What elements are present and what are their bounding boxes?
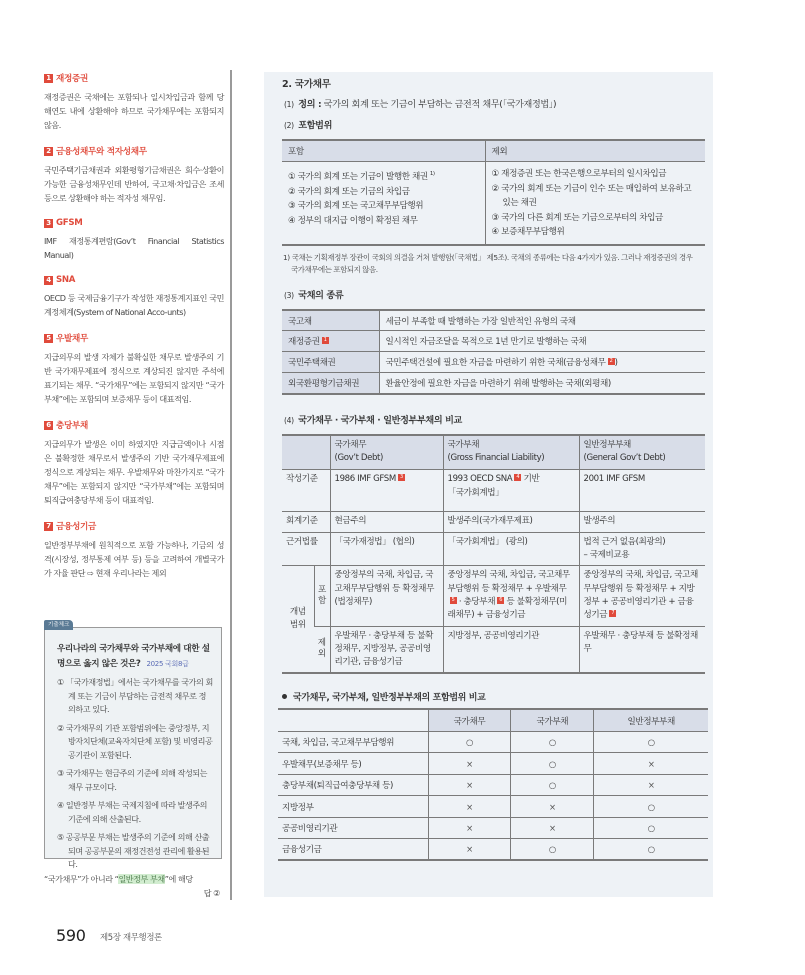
- note-title: [44, 332, 224, 344]
- note-title-text: 충당부채: [56, 421, 89, 431]
- table-cell: 발생주의(국가재무제표): [443, 512, 579, 532]
- bond-name-text: 외국환평형기금채권: [288, 379, 360, 390]
- row-label: 지방정부: [278, 796, 428, 818]
- quiz-option-2: ② 국가채무의 기관 포함범위에는 중앙정부, 지방자치단체(교육자치단체 포함) 및 비영리공공기관이 포함된다.: [57, 722, 213, 760]
- note-body: IMF 재정통계편람(Gov’t Financial Statistics Manual): [44, 236, 224, 260]
- bond-types-table: [282, 309, 705, 395]
- note-title-text: 재정증권: [56, 74, 89, 84]
- bond-name-text: 국민주택채권: [288, 358, 336, 369]
- cell-text: 법적 근거 없음(최광의): [583, 536, 666, 547]
- cell-text: 1993 OECD SNA: [447, 474, 513, 485]
- subsection-number: (1): [284, 100, 294, 109]
- note-body: OECD 등 국제금융기구가 작성한 재정통계지표인 국민계정체계(System of National Acco-unts): [44, 293, 224, 317]
- inclusion-mark: ○: [511, 731, 594, 753]
- bond-name-text: 재정증권: [288, 337, 320, 348]
- note-7: [44, 520, 224, 580]
- scope-exclude-item: ② 국가의 회계 또는 기금이 인수 또는 매입하여 보유하고 있는 채권: [491, 183, 692, 209]
- scope-exclude-cell: [485, 162, 705, 245]
- row-label: 공공비영리기관: [278, 817, 428, 839]
- scope-header-include: 포함: [282, 140, 485, 162]
- cell-text: 중앙정부의 국채, 차입금, 국고채무부담행위 등 확정채무 + 우발채무: [447, 570, 570, 594]
- table-row: [278, 839, 708, 861]
- cell-text: – 국제비교용: [583, 550, 630, 561]
- note-2: [44, 145, 224, 205]
- subsection-label: 국채의 종류: [298, 290, 344, 301]
- reference-badge: 4: [514, 474, 521, 481]
- scope-exclude-item: ④ 보증채무부담행위: [491, 227, 565, 238]
- quiz-question-text: 우리나라의 국가채무와 국가부채에 대한 설명으로 옳지 않은 것은?: [57, 644, 210, 669]
- column-header-ko: 국가채무: [334, 439, 367, 450]
- column-header-ko: 일반정부부채: [583, 439, 631, 450]
- table-row: [278, 796, 708, 818]
- inclusion-mark: ×: [511, 817, 594, 839]
- reference-badge: 6: [497, 597, 504, 604]
- quiz-box: [44, 622, 222, 869]
- bond-name: [282, 373, 379, 394]
- reference-badge: 3: [398, 474, 405, 481]
- inclusion-mark: ×: [428, 796, 511, 818]
- table-row: [282, 352, 705, 373]
- table-row: [278, 731, 708, 753]
- reference-badge: 7: [609, 610, 616, 617]
- scope-exclude-item: ③ 국가의 다른 회계 또는 기금으로부터의 차입금: [491, 212, 663, 223]
- cell-text: 등 불확정채무(미래채무) + 금융성기금: [447, 596, 568, 621]
- section-title: 2. 국가채무: [282, 79, 331, 90]
- bond-desc: [379, 352, 705, 373]
- note-title: [44, 145, 224, 157]
- row-header-scope: [282, 566, 314, 674]
- reference-badge: 5: [450, 597, 457, 604]
- table-row: [278, 774, 708, 796]
- reference-badge: 2: [608, 358, 615, 365]
- page-number: 590: [56, 926, 86, 945]
- scope-exclude-item: ① 재정증권 또는 한국은행으로부터의 일시차입금: [491, 169, 667, 179]
- subsection-number: (4): [284, 415, 294, 425]
- table-cell: 지방정부, 공공비영리기관: [443, 626, 579, 673]
- sub-header-exclude: [314, 626, 330, 673]
- column-header: 국가채무: [428, 709, 511, 731]
- scope-include-item: ④ 정부의 대지급 이행이 확정된 채무: [288, 215, 418, 226]
- sidebar-notes: [44, 72, 224, 593]
- table-row: [282, 566, 705, 626]
- inclusion-mark: ×: [428, 753, 511, 775]
- inclusion-mark: ○: [594, 817, 708, 839]
- explanation-text: ”에 해당: [164, 874, 193, 884]
- bullet-icon: [282, 694, 287, 699]
- subsection-heading: [282, 413, 699, 426]
- note-title-text: 금융성채무와 적자성채무: [56, 147, 147, 157]
- bond-name: [282, 331, 379, 352]
- table-cell: 우발채무 · 충당부채 등 불확정채무, 지방정부, 공공비영리기관, 금융성기금: [330, 626, 443, 673]
- footnote: 1) 국채는 기획재정부 장관이 국회의 의결을 거쳐 발행함(「국채법」 제5조). 국채의 종류에는 다음 4가지가 있음. 그러나 재정증권의 경우 국가채무에는 포함되지 않음.: [283, 252, 693, 274]
- note-body: 재정증권은 국채에는 포함되나 일시차입금과 함께 당해연도 내에 상환해야 하므로 국가채무에는 포함되지 않음.: [44, 92, 224, 130]
- bond-desc: 세금이 부족할 때 발행하는 가장 일반적인 유형의 국채: [379, 310, 705, 331]
- quiz-option-4: ④ 일반정부 부채는 국제지침에 따라 발생주의 기준에 의해 산출된다.: [57, 800, 208, 824]
- table-row: [282, 331, 705, 352]
- subsection-heading: [282, 118, 699, 131]
- scope-header-exclude: 제외: [485, 140, 705, 162]
- row-header: 근거법률: [282, 532, 330, 566]
- table-cell: 2001 IMF GFSM: [579, 470, 705, 512]
- reference-badge: 1: [322, 337, 329, 344]
- table-cell: 「국가재정법」 (협의): [330, 532, 443, 566]
- table-row: [282, 532, 705, 566]
- quiz-option-5: ⑤ 공공부문 부채는 발생주의 기준에 의해 산출되며 공공부문의 재정건전성 관리에 활용된다.: [57, 832, 210, 869]
- note-6: [44, 419, 224, 507]
- note-title: [44, 218, 224, 228]
- table-cell: 우발채무 · 충당부채 등 불확정채무: [579, 626, 705, 673]
- cell-text: · 충당부채: [456, 596, 496, 607]
- note-number-badge: 7: [44, 522, 53, 531]
- table-row: [278, 817, 708, 839]
- bond-desc: 일시적인 자금조달을 목적으로 1년 만기로 발행하는 국채: [379, 331, 705, 352]
- inclusion-table: [278, 708, 708, 861]
- inclusion-mark: ○: [511, 774, 594, 796]
- note-title-text: 금융성기금: [56, 522, 97, 532]
- column-header: [330, 435, 443, 470]
- column-header-ko: 국가부채: [447, 439, 480, 450]
- note-body: 지급의무의 발생 자체가 불확실한 채무로 발생주의 기반 국가재무제표에 정식으로 계상되진 않지만 주석에 표기되는 채무. “국가채무”에는 포함되지 않지만 “국가부채”에는 포함되며 보증채무 등이 대표적임.: [44, 352, 224, 404]
- bond-name: [282, 310, 379, 331]
- definition-text: 국가의 회계 또는 기금이 부담하는 금전적 채무(「국가재정법」): [323, 100, 557, 110]
- column-header-en: (Gov’t Debt): [334, 452, 383, 463]
- inclusion-mark: ○: [511, 753, 594, 775]
- table-row: [278, 753, 708, 775]
- table-cell: [579, 532, 705, 566]
- column-header: 일반정부부채: [594, 709, 708, 731]
- sub-header-include: [314, 566, 330, 626]
- quiz-answer: 답 ②: [203, 888, 220, 898]
- cell-text: 기반: [523, 474, 540, 485]
- inclusion-mark: ○: [594, 796, 708, 818]
- table-row: [282, 626, 705, 673]
- main-panel: [264, 72, 713, 897]
- table-cell: 현금주의: [330, 512, 443, 532]
- note-number-badge: 5: [44, 334, 53, 343]
- explanation-text: “국가채무”가 아니라 “: [44, 874, 119, 884]
- note-number-badge: 4: [44, 276, 53, 285]
- corner-cell: [282, 435, 330, 470]
- subsection-number: (3): [284, 290, 294, 300]
- corner-cell: [278, 709, 428, 731]
- row-label: 국채, 차입금, 국고채무부담행위: [278, 731, 428, 753]
- subsection-label: 포함범위: [298, 121, 333, 131]
- quiz-source: 2025 국회8급: [146, 659, 189, 668]
- table-row: [282, 512, 705, 532]
- note-body: 일반정부부채에 원칙적으로 포함 가능하나, 기금의 성격(시장성, 정부통제 여부 등) 등을 고려하여 개별국가가 자율 판단 ⇨ 현재 우리나라는 제외: [44, 540, 224, 578]
- column-header: [579, 435, 705, 470]
- note-title: [44, 72, 224, 84]
- note-5: [44, 332, 224, 406]
- column-header-en: (Gross Financial Liability): [447, 452, 545, 463]
- table-row: [282, 470, 705, 512]
- bond-desc: 환율안정에 필요한 자금을 마련하기 위해 발행하는 국채(외평채): [385, 379, 611, 390]
- note-title-text: GFSM: [56, 218, 83, 228]
- cell-text: 중앙정부의 국채, 차입금, 국고채무부담행위 등 확정채무 + 지방정부 + 공공비영리기관 + 금융성기금: [583, 570, 698, 621]
- note-title-text: 우발채무: [56, 334, 89, 344]
- debt-comparison-table: [282, 434, 705, 674]
- sub-header-text: 제: [317, 638, 326, 649]
- inclusion-mark: ×: [428, 817, 511, 839]
- sub-header-text: 함: [318, 595, 326, 606]
- note-body: 국민주택기금채권과 외환평형기금채권은 회수·상환이 가능한 금융성채무인데 반하여, 국고채·차입금은 조세 등으로 상환해야 하는 적자성 채무임.: [44, 165, 224, 203]
- note-title: [44, 419, 224, 431]
- table-row: [282, 373, 705, 394]
- column-divider: [230, 70, 232, 900]
- cell-text: 1986 IMF GFSM: [334, 474, 396, 485]
- table-cell: 중앙정부의 국채, 차입금, 국고채무부담행위 등 확정채무(법정채무): [330, 566, 443, 626]
- inclusion-mark: ×: [594, 753, 708, 775]
- column-header: [443, 435, 579, 470]
- row-header: 작성기준: [282, 470, 330, 512]
- explanation-highlight: 일반정부 부채: [118, 874, 165, 884]
- scope-include-item: ③ 국가의 회계 또는 국고채무부담행위: [288, 201, 424, 212]
- inclusion-mark: ×: [428, 839, 511, 861]
- scope-include-cell: [282, 162, 485, 245]
- scope-include-item: ② 국가의 회계 또는 기금의 차입금: [288, 186, 410, 197]
- scope-include-text: ① 국가의 회계 또는 기금이 발행한 채권: [288, 172, 428, 182]
- note-title-text: SNA: [56, 275, 76, 285]
- note-title: [44, 275, 224, 285]
- scope-include-item: [288, 167, 479, 185]
- quiz-explanation: [44, 872, 224, 900]
- footnote-mark: 1): [429, 171, 435, 177]
- cell-text: 「국가회계법」: [447, 487, 504, 498]
- bond-desc-tail: ): [614, 358, 618, 369]
- table-row: [282, 310, 705, 331]
- note-number-badge: 6: [44, 421, 53, 430]
- inclusion-title-text: 국가채무, 국가부채, 일반정부부채의 포함범위 비교: [293, 693, 486, 704]
- quiz-question: [57, 642, 213, 671]
- row-label: 금융성기금: [278, 839, 428, 861]
- inclusion-mark: ○: [594, 839, 708, 861]
- row-header-text: 개념: [289, 607, 306, 618]
- row-label: 충당부채(퇴직급여충당부채 등): [278, 774, 428, 796]
- definition-label: 정의 :: [298, 100, 322, 110]
- quiz-option-3: ③ 국가채무는 현금주의 기준에 의해 작성되는 채무 규모이다.: [57, 768, 208, 792]
- sub-header-text: 외: [317, 649, 326, 660]
- bond-name: [282, 352, 379, 373]
- row-label: 우발채무(보증채무 등): [278, 753, 428, 775]
- chapter-title: 제5장 재무행정론: [100, 932, 162, 942]
- note-4: [44, 275, 224, 319]
- inclusion-mark: ○: [594, 731, 708, 753]
- quiz-option-1: ① 「국가재정법」에서는 국가채무를 국가의 회계 또는 기금이 부담하는 금전적 채무로 정의하고 있다.: [57, 677, 213, 714]
- subsection-number: (2): [284, 121, 294, 130]
- table-cell: [579, 566, 705, 626]
- sub-header-text: 포: [318, 584, 326, 595]
- row-header: 회계기준: [282, 512, 330, 532]
- note-title: [44, 520, 224, 532]
- inclusion-mark: ○: [428, 731, 511, 753]
- table-cell: [443, 470, 579, 512]
- note-number-badge: 2: [44, 147, 53, 156]
- scope-table: [282, 139, 705, 246]
- column-header-en: (General Gov’t Debt): [583, 452, 666, 463]
- definition: [282, 97, 699, 110]
- inclusion-mark: ×: [428, 774, 511, 796]
- inclusion-mark: ×: [594, 774, 708, 796]
- bond-desc-text: 국민주택건설에 필요한 자금을 마련하기 위한 국채(금융성채무: [385, 358, 606, 369]
- note-3: [44, 218, 224, 262]
- table-cell: 발생주의: [579, 512, 705, 532]
- note-number-badge: 3: [44, 219, 53, 228]
- inclusion-title: [282, 690, 699, 703]
- table-cell: [330, 470, 443, 512]
- note-1: [44, 72, 224, 132]
- table-cell: 「국가회계법」 (광의): [443, 532, 579, 566]
- subsection-label: 국가채무 · 국가부채 · 일반정부부채의 비교: [298, 415, 462, 426]
- note-body: 지급의무가 발생은 이미 하였지만 지급금액이나 시점은 불확정한 채무로서 발생주의 기반 국가재무제표에 정식으로 계상되는 채무. 우발채무와 마찬가지로 “국가채무”에는 포함되지 않지만 “국가부채”에는 포함되며 퇴직급여충당부채 등이 대표적임.: [44, 439, 224, 505]
- note-number-badge: 1: [44, 74, 53, 83]
- bond-name-text: 국고채: [288, 316, 312, 327]
- inclusion-mark: ○: [511, 839, 594, 861]
- inclusion-mark: ×: [511, 796, 594, 818]
- subsection-heading: [282, 288, 699, 301]
- quiz-tag: 기출체크: [44, 620, 73, 630]
- row-header-text: 범위: [289, 620, 306, 631]
- column-header: 국가부채: [511, 709, 594, 731]
- table-cell: [443, 566, 579, 626]
